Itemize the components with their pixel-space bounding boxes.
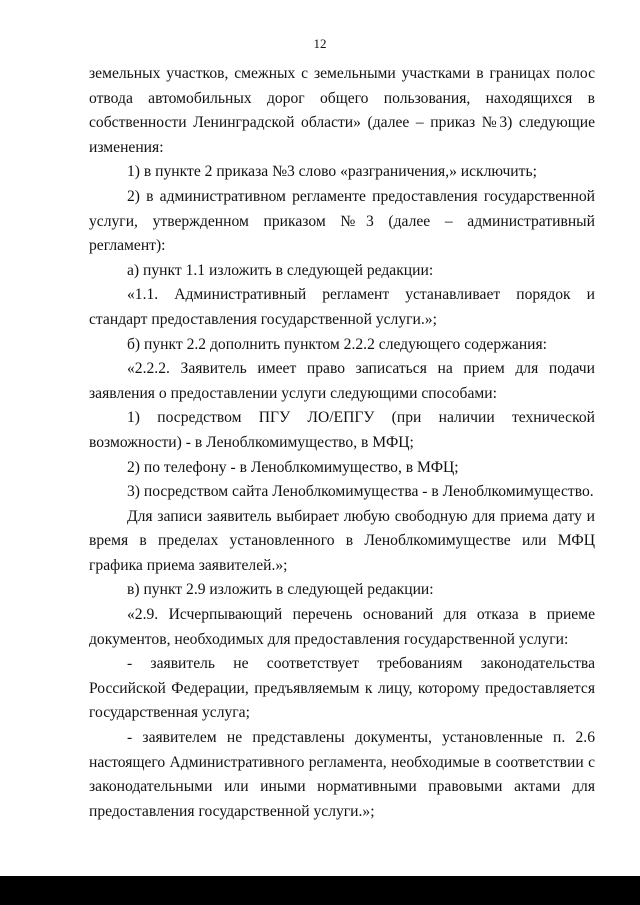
page-number: 12 <box>313 36 327 51</box>
paragraph-intro-continuation: земельных участков, смежных с земельными участками в границах полос отвода автомобильных дорог общего пользования, находящихся в собственности Ленинградской области» (далее – приказ №3) следующие изменения: <box>89 65 595 156</box>
paragraph-clause-1-1: «1.1. Административный регламент устанавливает порядок и стандарт предоставления государственной услуги.»; <box>89 286 595 328</box>
paragraph-clause-2-2-2: «2.2.2. Заявитель имеет право записаться на прием для подачи заявления о предоставлении услуги следующими способами: <box>89 360 595 402</box>
scan-bottom-edge <box>0 876 640 905</box>
paragraph-subitem-v: в) пункт 2.9 изложить в следующей редакции: <box>127 581 434 599</box>
paragraph-method-2: 2) по телефону - в Леноблкомимущество, в МФЦ; <box>127 458 459 476</box>
paragraph-booking-note: Для записи заявитель выбирает любую свободную для приема дату и время в пределах установленного в Леноблкомимуществе или МФЦ графика приема заявителей.»; <box>89 507 595 574</box>
paragraph-subitem-b: б) пункт 2.2 дополнить пунктом 2.2.2 следующего содержания: <box>127 335 548 353</box>
paragraph-item-1: 1) в пункте 2 приказа №3 слово «разграничения,» исключить; <box>127 163 537 181</box>
document-body <box>89 62 595 824</box>
paragraph-refusal-reason-1: - заявитель не соответствует требованиям законодательства Российской Федерации, предъявляемым к лицу, которому предоставляется государственная услуга; <box>89 655 595 722</box>
paragraph-item-2: 2) в административном регламенте предоставления государственной услуги, утвержденном приказом №3 (далее – административный регламент): <box>89 187 595 255</box>
paragraph-refusal-reason-2: - заявителем не представлены документы, установленные п. 2.6 настоящего Административного регламента, необходимые в соответствии с законодательными или иными нормативными правовыми актами для предоставления государственной услуги.»; <box>89 729 595 820</box>
paragraph-clause-2-9: «2.9. Исчерпывающий перечень оснований для отказа в приеме документов, необходимых для предоставления государственной услуги: <box>89 606 595 648</box>
paragraph-method-3: 3) посредством сайта Леноблкомимущества - в Леноблкомимущество. <box>127 483 594 501</box>
paragraph-subitem-a: а) пункт 1.1 изложить в следующей редакции: <box>127 261 434 279</box>
paragraph-method-1: 1) посредством ПГУ ЛО/ЕПГУ (при наличии технической возможности) - в Леноблкомимущество, в МФЦ; <box>89 409 595 451</box>
